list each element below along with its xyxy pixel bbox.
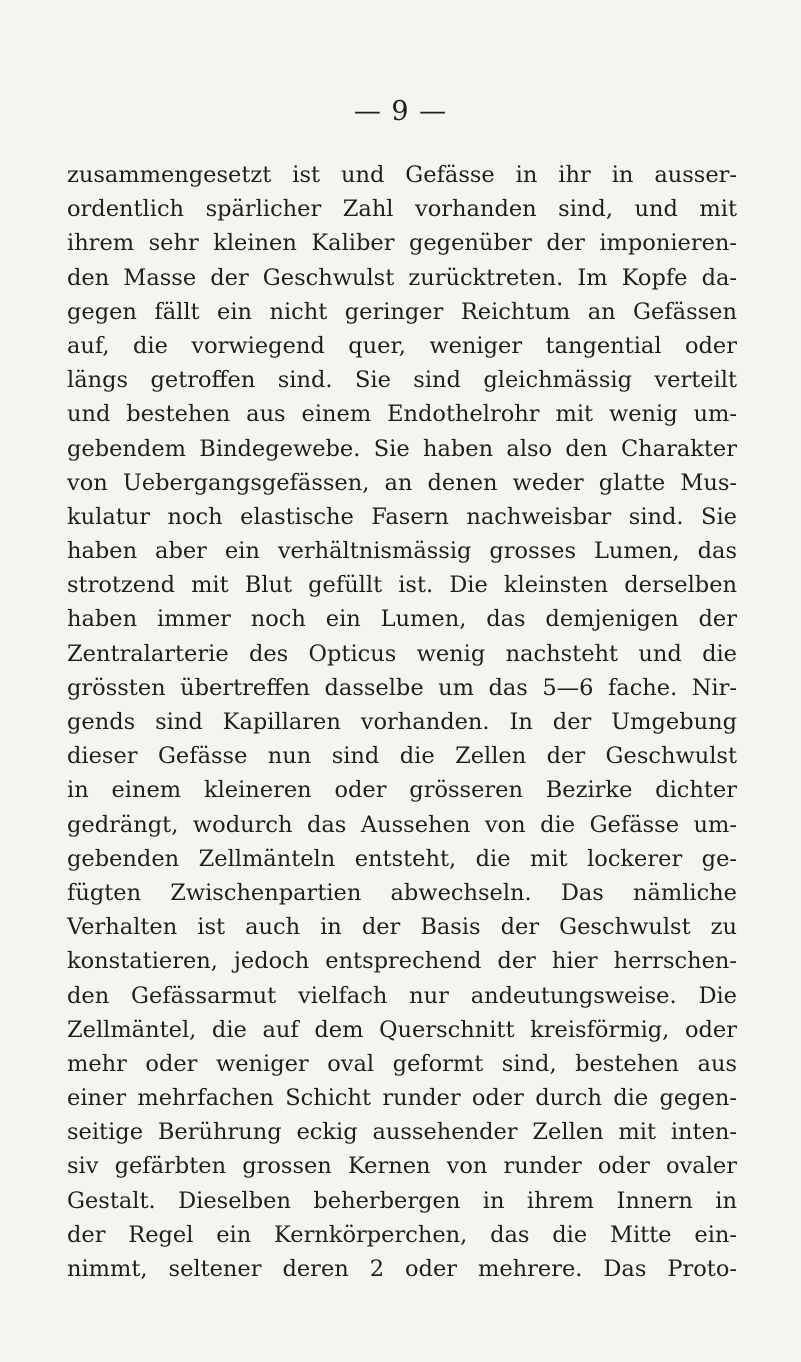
- text-line: in einem kleineren oder grösseren Bezirke dichter: [67, 777, 737, 804]
- text-line: haben immer noch ein Lumen, das demjenigen der: [67, 606, 737, 633]
- text-line: und bestehen aus einem Endothelrohr mit wenig um-: [67, 401, 737, 428]
- text-line: den Gefässarmut vielfach nur andeutungsweise. Die: [67, 982, 737, 1009]
- text-line: konstatieren, jedoch entsprechend der hier herrschen-: [67, 948, 737, 975]
- text-line: Gestalt. Dieselben beherbergen in ihrem Innern in: [67, 1187, 737, 1214]
- text-line: Zentralarterie des Opticus wenig nachsteht und die: [67, 640, 737, 667]
- text-line: von Uebergangsgefässen, an denen weder glatte Mus-: [67, 469, 737, 496]
- text-line: ordentlich spärlicher Zahl vorhanden sind, und mit: [67, 196, 737, 223]
- text-line: gends sind Kapillaren vorhanden. In der Umgebung: [67, 709, 737, 735]
- text-line: strotzend mit Blut gefüllt ist. Die kleinsten derselben: [67, 572, 737, 599]
- text-line: fügten Zwischenpartien abwechseln. Das nämliche: [67, 879, 737, 906]
- text-line: siv gefärbten grossen Kernen von runder oder ovaler: [67, 1153, 737, 1180]
- text-line: den Masse der Geschwulst zurücktreten. Im Kopfe da-: [67, 264, 737, 291]
- text-line: zusammengesetzt ist und Gefässe in ihr in ausser-: [67, 162, 737, 188]
- text-line: gebenden Zellmänteln entsteht, die mit lockerer ge-: [67, 845, 737, 872]
- page-number: — 9 —: [353, 96, 448, 127]
- text-line: Zellmäntel, die auf dem Querschnitt kreisförmig, oder: [67, 1016, 737, 1043]
- text-line: gedrängt, wodurch das Aussehen von die Gefässe um-: [67, 811, 737, 838]
- text-line: seitige Berührung eckig aussehender Zellen mit inten-: [67, 1119, 737, 1146]
- body-text: [67, 158, 737, 1286]
- text-line: kulatur noch elastische Fasern nachweisbar sind. Sie: [67, 503, 737, 530]
- text-line: einer mehrfachen Schicht runder oder durch die gegen-: [67, 1085, 737, 1112]
- text-line: haben aber ein verhältnismässig grosses Lumen, das: [67, 538, 737, 565]
- text-line: der Regel ein Kernkörperchen, das die Mitte ein-: [67, 1221, 737, 1248]
- text-line: längs getroffen sind. Sie sind gleichmässig verteilt: [67, 367, 737, 394]
- text-line: Verhalten ist auch in der Basis der Geschwulst zu: [67, 914, 737, 941]
- text-line: mehr oder weniger oval geformt sind, bestehen aus: [67, 1050, 737, 1077]
- text-line: ihrem sehr kleinen Kaliber gegenüber der imponieren-: [67, 230, 737, 257]
- text-line: gebendem Bindegewebe. Sie haben also den Charakter: [67, 435, 737, 462]
- text-line: nimmt, seltener deren 2 oder mehrere. Das Proto-: [67, 1256, 737, 1282]
- text-line: dieser Gefässe nun sind die Zellen der Geschwulst: [67, 743, 737, 770]
- text-line: auf, die vorwiegend quer, weniger tangential oder: [67, 332, 737, 359]
- text-line: grössten übertreffen dasselbe um das 5—6 fache. Nir-: [67, 674, 737, 701]
- text-line: gegen fällt ein nicht geringer Reichtum an Gefässen: [67, 298, 737, 325]
